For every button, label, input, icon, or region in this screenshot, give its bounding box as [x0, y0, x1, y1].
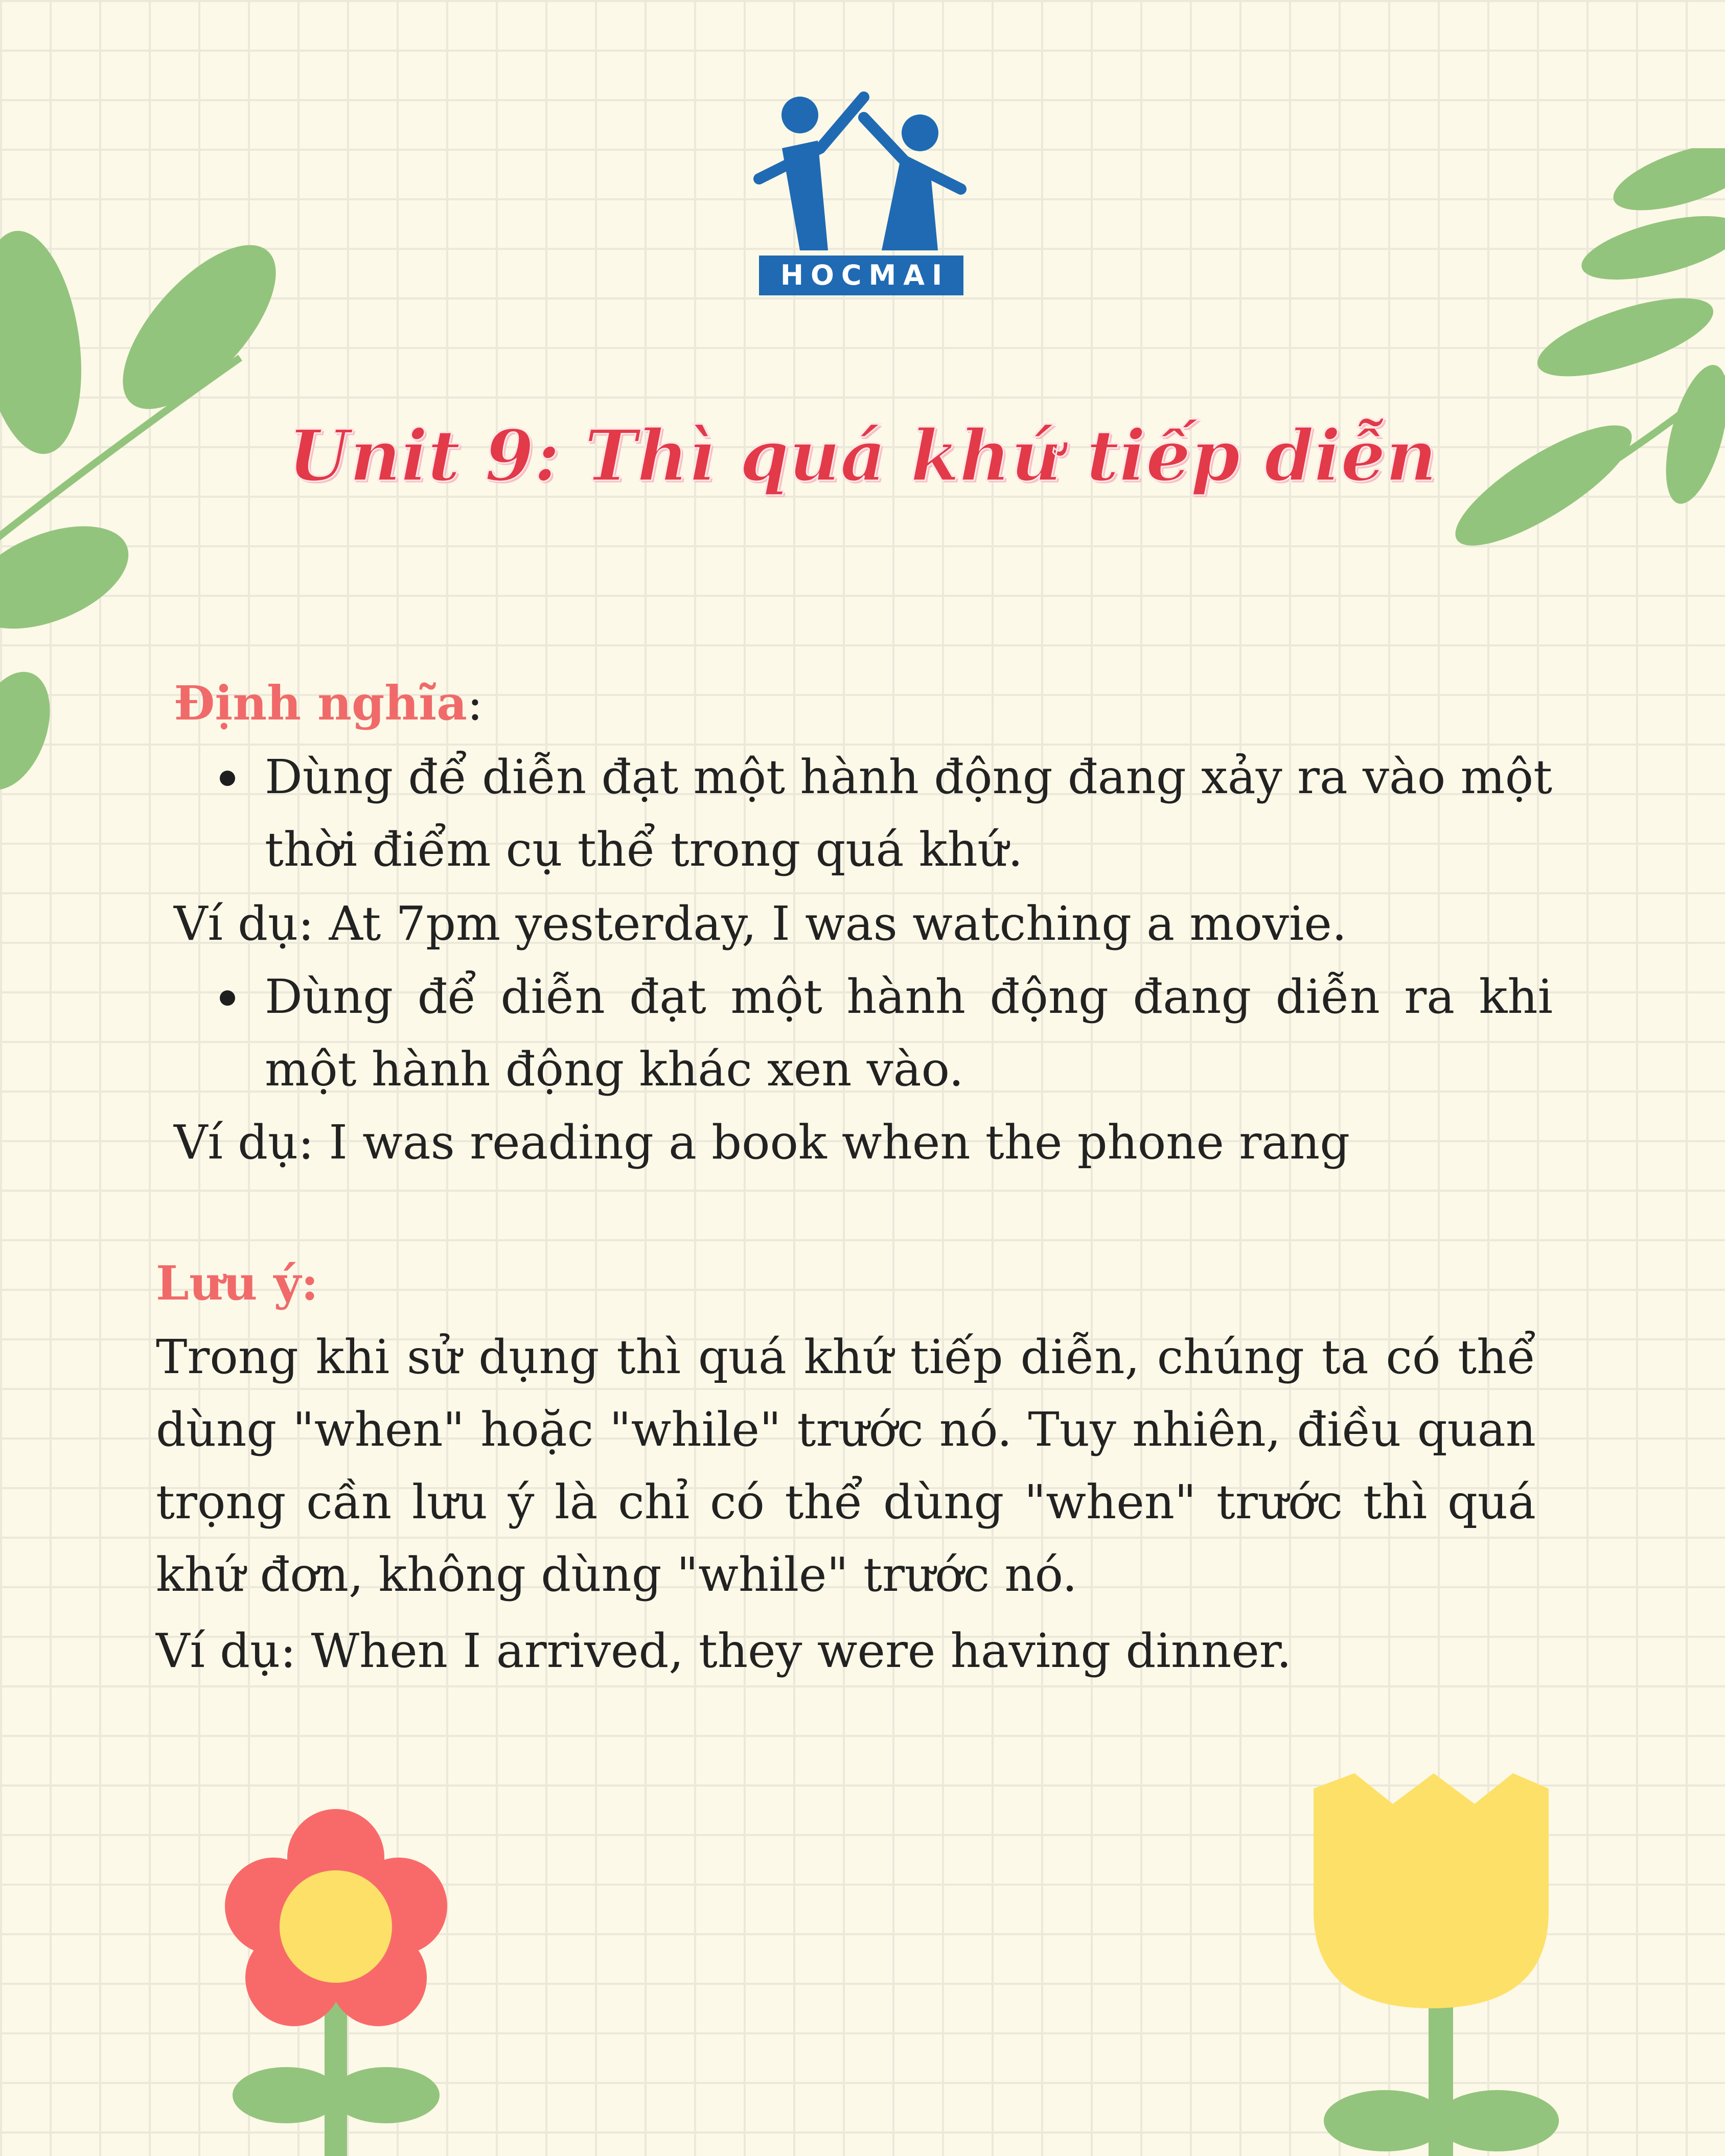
- hocmai-logo: [751, 87, 971, 302]
- definition-example-2: Ví dụ: I was reading a book when the phone rang: [174, 1115, 1350, 1170]
- definition-bullet-1: Dùng để diễn đạt một hành động đang xảy ra vào một thời điểm cụ thể trong quá khứ.: [265, 750, 1553, 877]
- definition-heading-colon: :: [467, 676, 483, 731]
- bullet-icon: [220, 990, 235, 1006]
- leaf-branch-right-icon: [1421, 148, 1725, 567]
- definition-example-1: Ví dụ: At 7pm yesterday, I was watching a movie.: [174, 896, 1347, 951]
- note-example: Ví dụ: When I arrived, they were having dinner.: [156, 1624, 1292, 1678]
- definition-bullet-2: Dùng để diễn đạt một hành động đang diễn ra khi một hành động khác xen vào.: [265, 969, 1553, 1097]
- note-body: Trong khi sử dụng thì quá khứ tiếp diễn, chúng ta có thể dùng "when" hoặc "while" trước nó. Tuy nhiên, điều quan trọng cần lưu ý là chỉ có thể dùng "when" trước thì quá khứ đơn, không dùng "while" trước nó.: [156, 1330, 1536, 1602]
- page-title: Unit 9: Thì quá khứ tiếp diễn: [288, 414, 1437, 497]
- logo-figures-icon: [751, 87, 971, 256]
- logo-wordmark: HOCMAI: [759, 256, 963, 295]
- definition-heading-line: [174, 667, 483, 740]
- yellow-tulip-icon: [1308, 1768, 1574, 2156]
- definition-heading: Định nghĩa: [174, 676, 467, 731]
- bullet-icon: [220, 771, 235, 786]
- red-flower-icon: [194, 1804, 480, 2156]
- note-heading: Lưu ý:: [156, 1256, 318, 1311]
